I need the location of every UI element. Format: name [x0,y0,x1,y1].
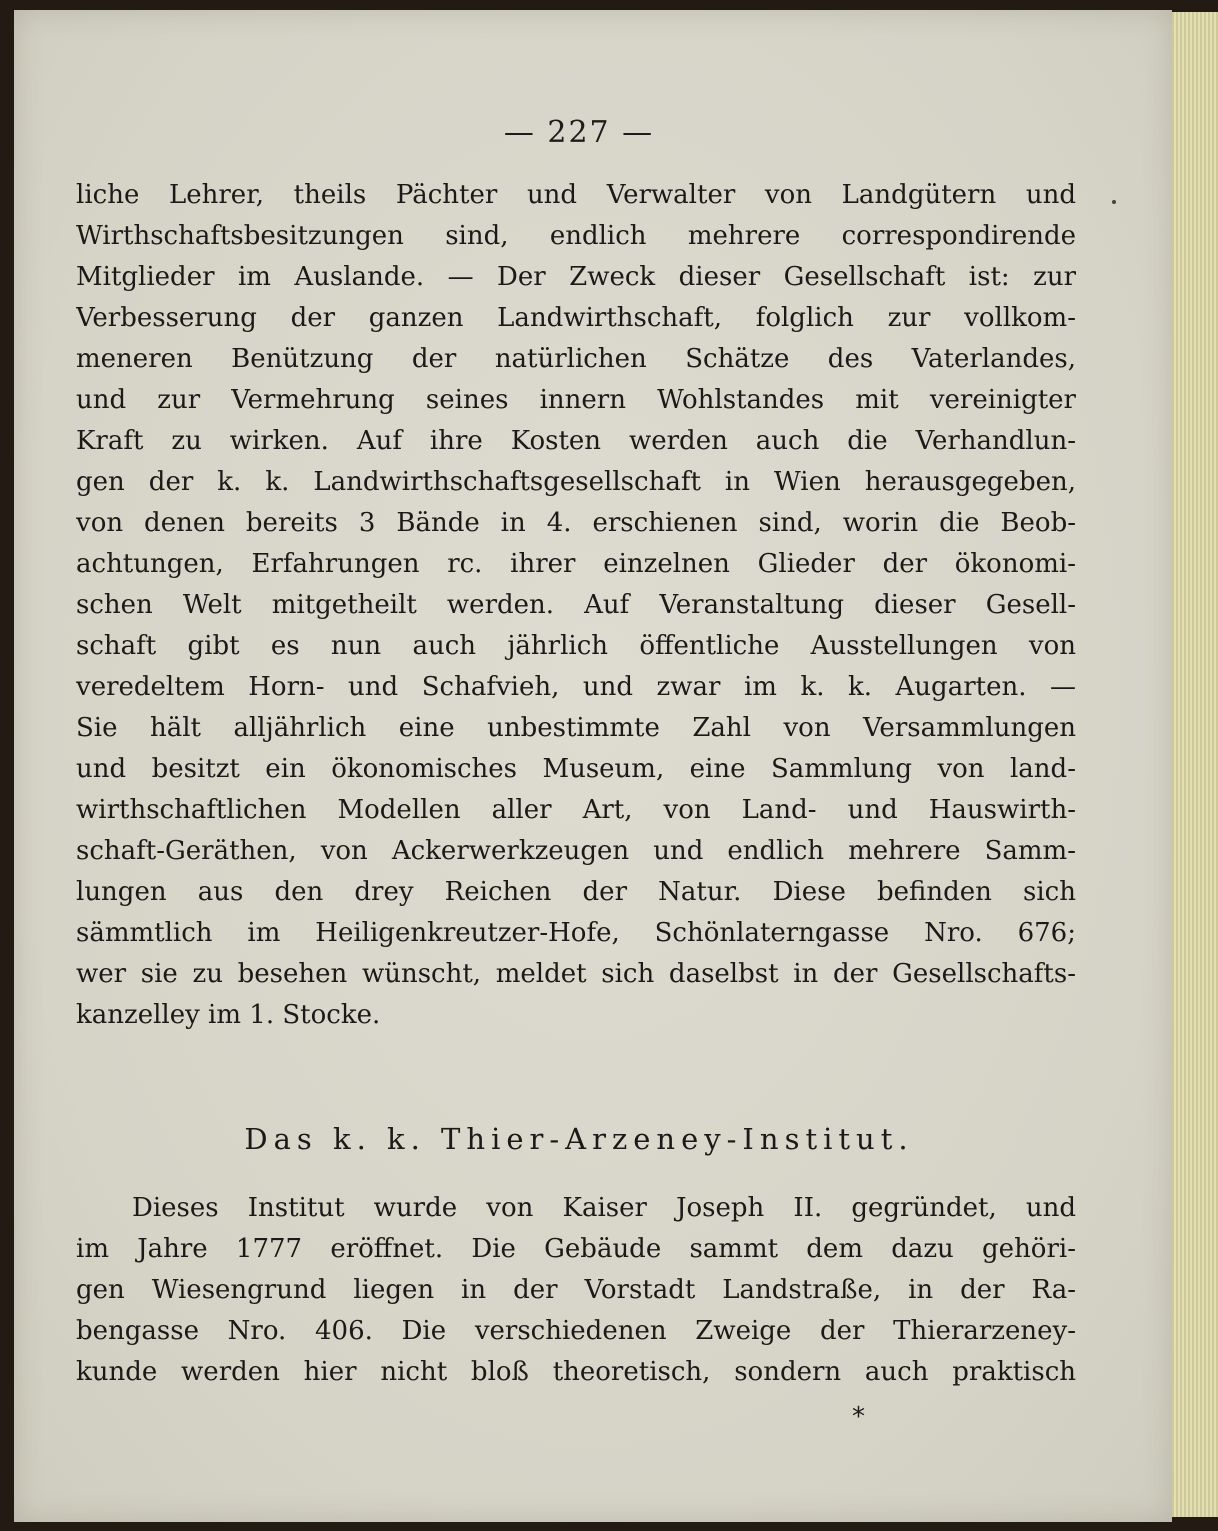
text-line: Sie hält alljährlich eine unbestimmte Zahl von Versammlungen [76,713,1076,743]
text-line: von denen bereits 3 Bände in 4. erschienen sind, worin die Beob- [76,508,1076,538]
text-line: gen Wiesengrund liegen in der Vorstadt Landstraße, in der Ra- [76,1275,1076,1305]
signature-mark: * [852,1402,865,1432]
text-line: schen Welt mitgetheilt werden. Auf Veranstaltung dieser Gesell- [76,590,1076,620]
text-line: liche Lehrer, theils Pächter und Verwalter von Landgütern und [76,180,1076,210]
text-line: schaft gibt es nun auch jährlich öffentliche Ausstellungen von [76,631,1076,661]
text-line: meneren Benützung der natürlichen Schätze des Vaterlandes, [76,344,1076,374]
text-line: kanzelley im 1. Stocke. [76,1000,381,1030]
text-line: sämmtlich im Heiligenkreutzer-Hofe, Schönlaterngasse Nro. 676; [76,918,1076,948]
page [14,10,1172,1522]
text-line: kunde werden hier nicht bloß theoretisch, sondern auch praktisch [76,1357,1076,1387]
section-heading: Das k. k. Thier-Arzeney-Institut. [244,1122,914,1156]
text-line: und zur Vermehrung seines innern Wohlstandes mit vereinigter [76,385,1076,415]
text-line: veredeltem Horn- und Schafvieh, und zwar im k. k. Augarten. — [76,672,1076,702]
text-line: und besitzt ein ökonomisches Museum, eine Sammlung von land- [76,754,1076,784]
paragraph-1 [76,175,1076,1036]
text-line: schaft-Geräthen, von Ackerwerkzeugen und endlich mehrere Samm- [76,836,1076,866]
text-line: lungen aus den drey Reichen der Natur. Diese befinden sich [76,877,1076,907]
text-line: achtungen, Erfahrungen rc. ihrer einzelnen Glieder der ökonomi- [76,549,1076,579]
page-edge-stack [1168,12,1218,1517]
text-line: gen der k. k. Landwirthschaftsgesellschaft in Wien herausgegeben, [76,467,1076,497]
paper-speck [1112,200,1116,204]
page-number: — 227 — [503,115,655,150]
text-line: wirthschaftlichen Modellen aller Art, von Land- und Hauswirth- [76,795,1076,825]
text-line: Wirthschaftsbesitzungen sind, endlich mehrere correspondirende [76,221,1076,251]
text-line: Mitglieder im Auslande. — Der Zweck dieser Gesellschaft ist: zur [76,262,1076,292]
paragraph-2 [76,1188,1076,1393]
text-line: Kraft zu wirken. Auf ihre Kosten werden auch die Verhandlun- [76,426,1076,456]
text-line: bengasse Nro. 406. Die verschiedenen Zweige der Thierarzeney- [76,1316,1076,1346]
text-line: im Jahre 1777 eröffnet. Die Gebäude sammt dem dazu gehöri- [76,1234,1076,1264]
text-line: Verbesserung der ganzen Landwirthschaft, folglich zur vollkom- [76,303,1076,333]
text-line: Dieses Institut wurde von Kaiser Joseph II. gegründet, und [132,1193,1076,1223]
text-line: wer sie zu besehen wünscht, meldet sich daselbst in der Gesellschafts- [76,959,1076,989]
